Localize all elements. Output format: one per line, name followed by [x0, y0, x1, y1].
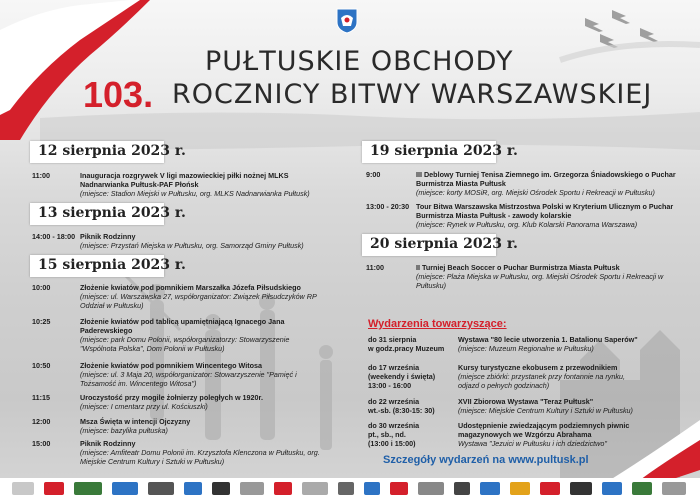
- event-meta: (miejsce: Przystań Miejska w Pułtusku, org. Samorząd Gminy Pułtusk): [80, 241, 304, 250]
- event-meta: (miejsce: bazylika pułtuska): [80, 426, 168, 435]
- side-event-when: do 31 sierpnia: [368, 335, 417, 344]
- side-event-meta: Wystawa "Jezuici w Pułtusku i ich dziedzictwo": [458, 439, 607, 448]
- side-event-meta: (miejsce: Muzeum Regionalne w Pułtusku): [458, 344, 594, 353]
- date-label: 20 sierpnia 2023 r.: [370, 236, 518, 252]
- event-time: 11:15: [32, 393, 50, 402]
- event-meta: (miejsce: Amfiteatr Domu Polonii im. Krzysztofa Klenczona w Pułtusku, org. Miejskie Centrum Kultury i Sztuki w Pułtusku): [80, 448, 320, 466]
- event-name: Piknik Rodzinny: [80, 439, 136, 448]
- date-label: 15 sierpnia 2023 r.: [38, 257, 186, 273]
- sponsor-logo-icon: [540, 482, 560, 495]
- side-event-when: wt.-sb. (8:30-15: 30): [368, 406, 435, 415]
- event-meta: (miejsce: Stadion Miejski w Pułtusku, org. MLKS Nadnarwianka Pułtusk): [80, 189, 310, 198]
- event-meta: (miejsce: ul. Warszawska 27, współorganizator: Związek Piłsudczyków RP Oddział w Pułtusku): [80, 292, 317, 310]
- sponsor-logo-icon: [632, 482, 652, 495]
- event-row: [32, 439, 342, 469]
- title-line-2: ROCZNICY BITWY WARSZAWSKIEJ: [172, 79, 653, 110]
- event-row: [366, 170, 686, 200]
- side-event-row: [368, 421, 688, 451]
- event-time: 12:00: [32, 417, 51, 426]
- sponsor-logo-icon: [602, 482, 622, 495]
- sponsor-logo-icon: [570, 482, 592, 495]
- side-event-when: do 17 września: [368, 363, 420, 372]
- sponsor-logo-icon: [44, 482, 64, 495]
- side-event-meta: (miejsce zbiórki: przystanek przy fontannie na rynku, odjazd o pełnych godzinach): [458, 372, 625, 390]
- details-link[interactable]: Szczegóły wydarzeń na www.pultusk.pl: [383, 454, 589, 466]
- event-row: [32, 283, 342, 313]
- event-meta: (miejsce: park Domu Polonii, współorganizatorzy: Stowarzyszenie "Wspólnota Polska", Dom Polonii w Pułtusku): [80, 335, 290, 353]
- event-name: Piknik Rodzinny: [80, 232, 136, 241]
- sponsor-logo-icon: [390, 482, 408, 495]
- event-row: [32, 393, 342, 413]
- event-time: 11:00: [32, 171, 50, 180]
- event-name: Złożenie kwiatów pod pomnikiem Wincentego Witosa: [80, 361, 262, 370]
- sponsor-logo-icon: [184, 482, 202, 495]
- title-number: 103.: [83, 74, 154, 115]
- event-meta: (miejsce: I cmentarz przy ul. Kościuszki): [80, 402, 208, 411]
- sponsor-logo-icon: [662, 482, 686, 495]
- event-name: Uroczystość przy mogile żołnierzy poległych w 1920r.: [80, 393, 263, 402]
- event-time: 9:00: [366, 170, 381, 179]
- event-name: Tour Bitwa Warszawska Mistrzostwa Polski w Kryterium Ulicznym o Puchar Burmistrza Miasta Pułtusk - zawody kolarskie: [416, 202, 674, 220]
- event-meta: (miejsce: Rynek w Pułtusku, org. Klub Kolarski Panorama Warszawa): [416, 220, 638, 229]
- event-meta: (miejsce: ul. 3 Maja 20, współorganizator: Stowarzyszenie "Pamięć i Tożsamość im. Wincentego Witosa"): [80, 370, 297, 388]
- event-name: Inauguracja rozgrywek V ligi mazowieckiej piłki nożnej MLKS Nadnarwianka Pułtusk-PAF Płońsk: [80, 171, 289, 189]
- event-row: [32, 417, 342, 437]
- coat-of-arms-icon: [336, 8, 358, 34]
- side-event-when: do 22 września: [368, 397, 420, 406]
- side-event-name: XVII Zbiorowa Wystawa "Teraz Pułtusk": [458, 397, 594, 406]
- event-time: 10:00: [32, 283, 51, 292]
- event-time: 13:00 - 20:30: [366, 202, 410, 211]
- side-events-heading: Wydarzenia towarzyszące:: [368, 318, 507, 330]
- side-event-name: Kursy turystyczne ekobusem z przewodnikiem: [458, 363, 618, 372]
- date-label: 13 sierpnia 2023 r.: [38, 205, 186, 221]
- event-row: [32, 317, 342, 357]
- event-row: [32, 232, 342, 252]
- sponsor-logo-icon: [148, 482, 174, 495]
- date-header-13: [30, 203, 186, 225]
- side-event-when: w godz.pracy Muzeum: [368, 344, 445, 353]
- side-event-name: Wystawa "80 lecie utworzenia 1. Batalionu Saperów": [458, 335, 638, 344]
- sponsor-logo-icon: [240, 482, 264, 495]
- flag-ribbon-top-icon: [0, 0, 150, 140]
- date-header-19: [362, 141, 518, 163]
- title-line-1: PUŁTUSKIE OBCHODY: [205, 46, 514, 77]
- date-header-20: [362, 234, 518, 256]
- side-event-name: Udostępnienie zwiedzającym podziemnych piwnic magazynowych we Wzgórzu Abrahama: [458, 421, 630, 439]
- side-event-row: [368, 397, 688, 423]
- event-row: [32, 361, 342, 391]
- sponsor-logo-icon: [454, 482, 470, 495]
- event-name: Złożenie kwiatów pod tablicą upamiętniającą Ignacego Jana Paderewskiego: [80, 317, 285, 335]
- sponsor-logo-icon: [418, 482, 444, 495]
- event-meta: (miejsce: korty MOSiR, org. Miejski Ośrodek Sportu i Rekreacji w Pułtusku): [416, 188, 655, 197]
- side-event-row: [368, 363, 688, 393]
- date-label: 19 sierpnia 2023 r.: [370, 143, 518, 159]
- event-row: [366, 202, 686, 232]
- sponsor-logo-icon: [364, 482, 380, 495]
- sponsor-logo-icon: [274, 482, 292, 495]
- date-header-15: [30, 255, 186, 277]
- event-meta: (miejsce: Plaża Miejska w Pułtusku, org. Miejski Ośrodek Sportu i Rekreacji w Pułtusku): [416, 272, 664, 290]
- event-name: II Turniej Beach Soccer o Puchar Burmistrza Miasta Pułtusk: [416, 263, 620, 272]
- sponsor-logo-icon: [510, 482, 530, 495]
- event-time: 11:00: [366, 263, 384, 272]
- event-name: Msza Święta w intencji Ojczyzny: [80, 417, 191, 426]
- side-event-row: [368, 335, 688, 361]
- sponsor-logo-icon: [112, 482, 138, 495]
- sponsor-logo-icon: [338, 482, 354, 495]
- event-name: Złożenie kwiatów pod pomnikiem Marszałka Józefa Piłsudskiego: [80, 283, 301, 292]
- side-event-when: 13:00 - 16:00: [368, 381, 412, 390]
- event-row: [32, 171, 332, 201]
- event-name: III Deblowy Turniej Tenisa Ziemnego im. Grzegorza Śniadowskiego o Puchar Burmistrza Miasta Pułtusk: [416, 170, 676, 188]
- side-event-when: (13:00 i 15:00): [368, 439, 416, 448]
- sponsor-logo-icon: [212, 482, 230, 495]
- side-event-when: pt., sb., nd.: [368, 430, 406, 439]
- event-time: 10:25: [32, 317, 51, 326]
- sponsor-logo-icon: [12, 482, 34, 495]
- sponsor-logo-icon: [302, 482, 328, 495]
- side-event-meta: (miejsce: Miejskie Centrum Kultury i Sztuki w Pułtusku): [458, 406, 633, 415]
- event-time: 15:00: [32, 439, 51, 448]
- sponsor-logo-icon: [74, 482, 102, 495]
- event-time: 14:00 - 18:00: [32, 232, 76, 241]
- side-event-when: do 30 września: [368, 421, 420, 430]
- event-time: 10:50: [32, 361, 51, 370]
- side-event-when: (weekendy i święta): [368, 372, 436, 381]
- sponsor-logo-icon: [480, 482, 500, 495]
- date-label: 12 sierpnia 2023 r.: [38, 143, 186, 159]
- date-header-12: [30, 141, 186, 163]
- event-row: [366, 263, 686, 293]
